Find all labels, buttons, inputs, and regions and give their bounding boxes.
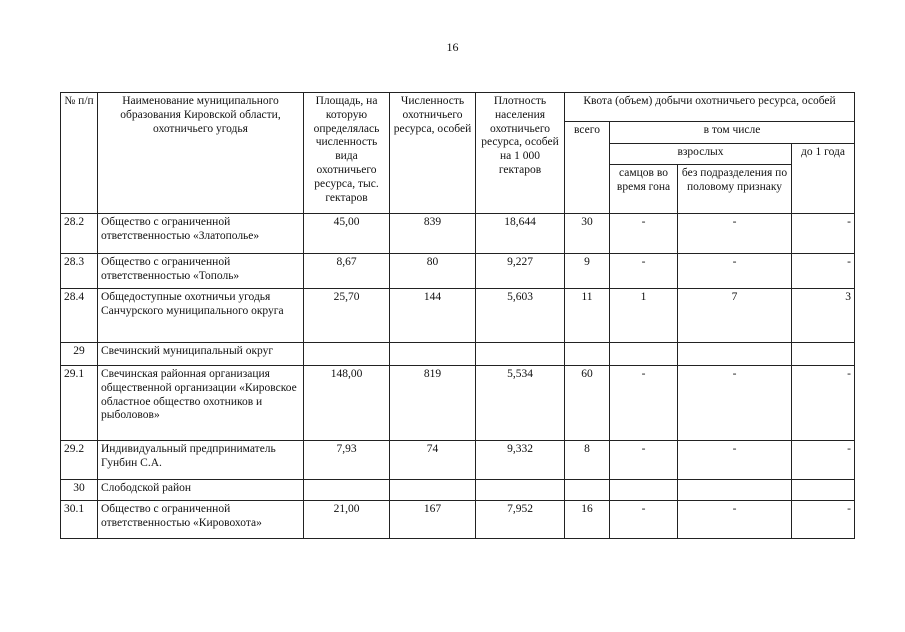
table-row — [61, 501, 855, 539]
row-name: Свечинский муниципальный округ — [98, 343, 304, 366]
row-males — [610, 480, 678, 501]
row-under-one — [792, 480, 855, 501]
row-count: 144 — [390, 289, 476, 343]
header-total: всего — [565, 122, 610, 214]
row-total: 8 — [565, 441, 610, 480]
table-row — [61, 254, 855, 289]
row-density — [476, 480, 565, 501]
row-area: 7,93 — [304, 441, 390, 480]
row-area: 25,70 — [304, 289, 390, 343]
row-num: 30.1 — [61, 501, 98, 539]
row-count — [390, 480, 476, 501]
row-count: 819 — [390, 366, 476, 441]
row-area: 148,00 — [304, 366, 390, 441]
row-no-sex — [678, 480, 792, 501]
row-total: 9 — [565, 254, 610, 289]
header-count: Численность охотничьего ресурса, особей — [390, 93, 476, 214]
row-num: 28.2 — [61, 214, 98, 254]
header-num: № п/п — [61, 93, 98, 214]
row-no-sex: - — [678, 441, 792, 480]
table-row — [61, 214, 855, 254]
row-under-one: - — [792, 254, 855, 289]
row-males: - — [610, 501, 678, 539]
row-name: Индивидуальный предприниматель Гунбин С.А. — [98, 441, 304, 480]
row-no-sex: - — [678, 254, 792, 289]
row-num: 30 — [61, 480, 98, 501]
header-density: Плотность населения охотничьего ресурса, особей на 1 000 гектаров — [476, 93, 565, 214]
row-males: - — [610, 254, 678, 289]
row-total — [565, 343, 610, 366]
header-no-sex: без подразделения по половому признаку — [678, 165, 792, 214]
row-no-sex: 7 — [678, 289, 792, 343]
table-row — [61, 441, 855, 480]
row-males: - — [610, 366, 678, 441]
row-density: 9,332 — [476, 441, 565, 480]
row-area — [304, 343, 390, 366]
header-adults: взрослых — [610, 144, 792, 165]
row-area: 8,67 — [304, 254, 390, 289]
table-row — [61, 289, 855, 343]
row-count: 74 — [390, 441, 476, 480]
header-area: Площадь, на которую определялась численность вида охотничьего ресурса, тыс. гектаров — [304, 93, 390, 214]
row-total: 11 — [565, 289, 610, 343]
row-density — [476, 343, 565, 366]
row-total: 30 — [565, 214, 610, 254]
row-count: 839 — [390, 214, 476, 254]
row-num: 29.2 — [61, 441, 98, 480]
row-name: Свечинская районная организация общественной организации «Кировское областное общество охотников и рыболовов» — [98, 366, 304, 441]
header-males: самцов во время гона — [610, 165, 678, 214]
row-density: 5,603 — [476, 289, 565, 343]
row-no-sex — [678, 343, 792, 366]
row-count: 80 — [390, 254, 476, 289]
table-row — [61, 480, 855, 501]
row-total: 16 — [565, 501, 610, 539]
row-under-one: - — [792, 441, 855, 480]
row-under-one — [792, 343, 855, 366]
row-males: 1 — [610, 289, 678, 343]
row-under-one: - — [792, 366, 855, 441]
page-number: 16 — [446, 40, 459, 54]
row-num: 28.3 — [61, 254, 98, 289]
row-area — [304, 480, 390, 501]
row-males: - — [610, 214, 678, 254]
row-num: 29.1 — [61, 366, 98, 441]
row-males — [610, 343, 678, 366]
row-total — [565, 480, 610, 501]
row-under-one: - — [792, 214, 855, 254]
row-count — [390, 343, 476, 366]
row-num: 29 — [61, 343, 98, 366]
row-num: 28.4 — [61, 289, 98, 343]
row-total: 60 — [565, 366, 610, 441]
table-row — [61, 343, 855, 366]
table-row — [61, 366, 855, 441]
row-density: 7,952 — [476, 501, 565, 539]
row-name: Общество с ограниченной ответственностью «Кировохота» — [98, 501, 304, 539]
row-density: 5,534 — [476, 366, 565, 441]
quota-table — [60, 92, 855, 539]
header-under-one: до 1 года — [792, 144, 855, 214]
header-name: Наименование муниципального образования Кировской области, охотничьего угодья — [98, 93, 304, 214]
row-no-sex: - — [678, 501, 792, 539]
row-area: 21,00 — [304, 501, 390, 539]
row-under-one: 3 — [792, 289, 855, 343]
row-count: 167 — [390, 501, 476, 539]
row-name: Общедоступные охотничьи угодья Санчурского муниципального округа — [98, 289, 304, 343]
header-quota: Квота (объем) добычи охотничьего ресурса, особей — [565, 93, 855, 122]
row-density: 9,227 — [476, 254, 565, 289]
row-density: 18,644 — [476, 214, 565, 254]
row-name: Общество с ограниченной ответственностью «Златополье» — [98, 214, 304, 254]
row-no-sex: - — [678, 214, 792, 254]
row-name: Общество с ограниченной ответственностью «Тополь» — [98, 254, 304, 289]
row-name: Слободской район — [98, 480, 304, 501]
header-including: в том числе — [610, 122, 855, 144]
row-under-one: - — [792, 501, 855, 539]
row-area: 45,00 — [304, 214, 390, 254]
row-males: - — [610, 441, 678, 480]
row-no-sex: - — [678, 366, 792, 441]
